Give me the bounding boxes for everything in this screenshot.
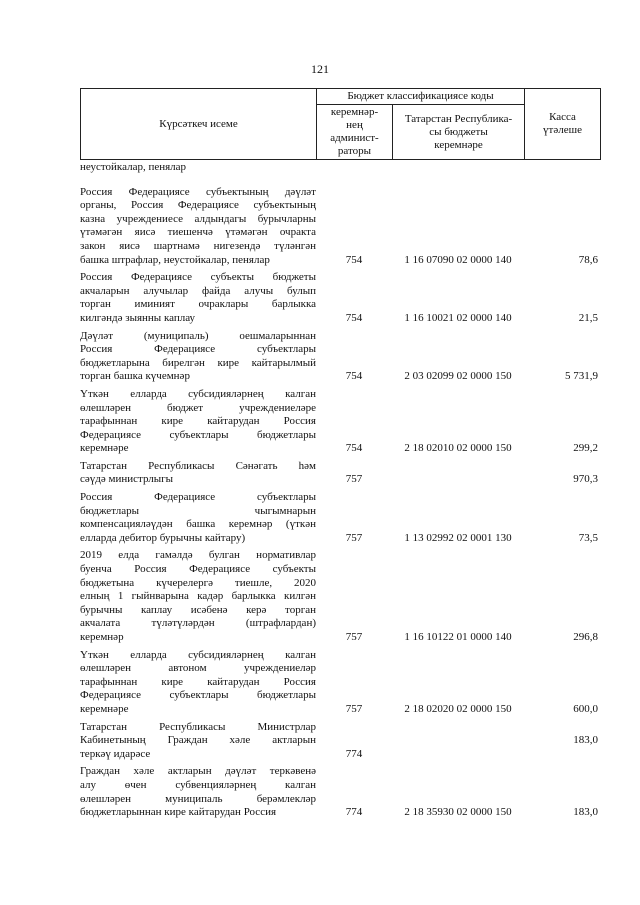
row-administrator: 757 xyxy=(345,631,363,643)
row-cash-execution: 21,5 xyxy=(578,311,598,324)
table-row xyxy=(80,460,600,487)
row-indicator-name xyxy=(80,765,316,819)
table-row xyxy=(80,271,600,325)
row-name-line: Дәүләт (муниципаль) оешмаларыннан xyxy=(80,329,316,342)
row-administrator: 754 xyxy=(345,442,363,455)
header-republic-revenue: Татарстан Республика- сы бюджеты керемнәре xyxy=(393,105,525,160)
row-cash-execution: 78,6 xyxy=(578,253,598,266)
row-cash-execution: 299,2 xyxy=(573,442,598,455)
row-name-line: тарафыннан кире кайтарудан Россия xyxy=(80,675,316,688)
row-revenue-code: 1 16 10021 02 0000 140 xyxy=(404,311,512,324)
row-indicator-name xyxy=(80,549,316,644)
row-cash-execution: 73,5 xyxy=(578,531,598,544)
row-name-line: алу өчен субвенцияләрнең калган xyxy=(80,778,316,791)
row-name-line: тарафыннан кире кайтарудан Россия xyxy=(80,415,316,428)
table-row xyxy=(80,330,600,384)
row-name-line: сәүдә министрлыгы xyxy=(80,473,174,486)
table-row xyxy=(80,721,600,762)
header-indicator-name: Күрсәткеч исеме xyxy=(81,89,317,160)
row-name-line: Үткән елларда субсидияләрнең калган xyxy=(80,387,316,400)
row-administrator: 754 xyxy=(345,370,363,383)
table-row xyxy=(80,649,600,717)
table-row xyxy=(80,491,600,545)
row-name-line: үтәмәгән яисә тиешенчә үтәмәгән очракта xyxy=(80,226,316,239)
row-name-line: бюджетларына бирелгән кире кайтарылмый xyxy=(80,356,316,369)
row-name-line: неустойкалар, пенялар xyxy=(80,161,187,173)
row-name-line: Федерациясе субъектлары бюджетлары xyxy=(80,428,316,441)
table-row xyxy=(80,549,600,644)
row-name-line: керемнәре xyxy=(80,442,129,455)
row-name-line: өлешләрен автоном учреждениеләр xyxy=(80,662,316,675)
row-indicator-name xyxy=(80,161,316,175)
header-administrators: керемнәр- нең админист- раторы xyxy=(317,105,393,160)
row-administrator: 757 xyxy=(345,702,363,715)
row-administrator: 754 xyxy=(345,311,363,324)
row-name-line: Татарстан Республикасы Министрлар xyxy=(80,720,316,733)
row-name-line: Россия Федерациясе субъектлары xyxy=(80,343,316,356)
row-indicator-name xyxy=(80,460,316,487)
row-indicator-name xyxy=(80,330,316,384)
row-name-line: закон яисә шартнамә нигезендә түләнгән xyxy=(80,239,316,252)
row-name-line: торган башка күчемнәр xyxy=(80,370,190,383)
table-body xyxy=(80,161,600,824)
row-cash-execution: 183,0 xyxy=(573,806,598,819)
row-name-line: керемнәр xyxy=(80,631,124,643)
row-name-line: торган иминият очраклары барлыкка xyxy=(80,298,316,311)
row-indicator-name xyxy=(80,491,316,545)
header-cash-execution: Касса үтәлеше xyxy=(525,89,601,160)
row-revenue-code: 2 18 02020 02 0000 150 xyxy=(404,702,512,715)
row-name-line: компенсацияләүдән башка керемнәр (үткән xyxy=(80,518,316,531)
row-name-line: бурычны каплау исәбенә керә торган xyxy=(80,603,316,616)
row-name-line: акчаларын алучылар файда алучы булып xyxy=(80,284,316,297)
row-name-line: Үткән елларда субсидияләрнең калган xyxy=(80,648,316,661)
row-name-line: органы, Россия Федерациясе субъектының xyxy=(80,199,316,212)
row-administrator: 757 xyxy=(345,473,363,486)
row-name-line: буенча Россия Федерациясе субъекты xyxy=(80,563,316,576)
table-header xyxy=(80,88,601,160)
row-revenue-code: 2 18 02010 02 0000 150 xyxy=(404,442,512,455)
row-name-line: Федерациясе субъектлары бюджетлары xyxy=(80,689,316,702)
row-indicator-name xyxy=(80,271,316,325)
row-cash-execution: 183,0 xyxy=(573,734,598,747)
row-revenue-code: 1 16 07090 02 0000 140 xyxy=(404,253,512,266)
row-name-line: Кабинетының Граждан хәле актларын xyxy=(80,734,316,747)
row-name-line: елның 1 гыйнварына кадәр барлыкка килгән xyxy=(80,590,316,603)
row-indicator-name xyxy=(80,186,316,268)
row-name-line: килгәндә зыянны каплау xyxy=(80,311,196,324)
row-name-line: елларда дебитор бурычны кайтару) xyxy=(80,531,246,544)
row-name-line: өлешләрен муниципаль берәмлекләр xyxy=(80,792,316,805)
row-revenue-code: 2 18 35930 02 0000 150 xyxy=(404,806,512,819)
row-cash-execution: 5 731,9 xyxy=(565,370,598,383)
row-indicator-name xyxy=(80,388,316,456)
row-revenue-code: 2 03 02099 02 0000 150 xyxy=(404,370,512,383)
row-administrator: 774 xyxy=(345,806,363,819)
row-name-line: Граждан хәле актларын дәүләт теркәвенә xyxy=(80,765,316,778)
row-name-line: Россия Федерациясе субъектлары xyxy=(80,491,316,504)
header-budget-classification-codes: Бюджет классификациясе коды xyxy=(317,89,525,105)
row-name-line: бюджетларыннан кире кайтарудан Россия xyxy=(80,806,277,819)
row-name-line: керемнәре xyxy=(80,702,129,715)
row-name-line: теркәү идарәсе xyxy=(80,747,151,760)
row-administrator: 774 xyxy=(345,747,363,760)
table-row xyxy=(80,388,600,456)
row-administrator: 757 xyxy=(345,531,363,544)
row-name-line: Россия Федерациясе субъектының дәүләт xyxy=(80,185,316,198)
row-revenue-code: 1 16 10122 01 0000 140 xyxy=(404,631,512,643)
row-cash-execution: 600,0 xyxy=(573,702,598,715)
row-name-line: 2019 елда гамәлдә булган нормативлар xyxy=(80,549,316,562)
row-name-line: башка штрафлар, неустойкалар, пенялар xyxy=(80,253,270,266)
row-name-line: акчалата түләтүләрдән (штрафлардан) xyxy=(80,617,316,630)
row-revenue-code: 1 13 02992 02 0001 130 xyxy=(404,531,512,544)
row-cash-execution: 970,3 xyxy=(573,473,598,486)
row-administrator: 754 xyxy=(345,253,363,266)
row-name-line: бюджетлары чыгымнарын xyxy=(80,504,316,517)
row-name-line: өлешләрен бюджет учреждениеләре xyxy=(80,401,316,414)
row-indicator-name xyxy=(80,721,316,762)
row-name-line: Татарстан Республикасы Сәнәгать һәм xyxy=(80,459,316,472)
row-cash-execution: 296,8 xyxy=(573,631,598,643)
page-number: 121 xyxy=(311,62,329,76)
row-name-line: казна учреждениесе алдындагы бурычларны xyxy=(80,212,316,225)
table-row xyxy=(80,161,600,175)
table-row xyxy=(80,765,600,819)
row-indicator-name xyxy=(80,649,316,717)
table-row xyxy=(80,186,600,268)
row-name-line: бюджетына күчерелергә тиешле, 2020 xyxy=(80,576,316,589)
row-name-line: Россия Федерациясе субъекты бюджеты xyxy=(80,271,316,284)
